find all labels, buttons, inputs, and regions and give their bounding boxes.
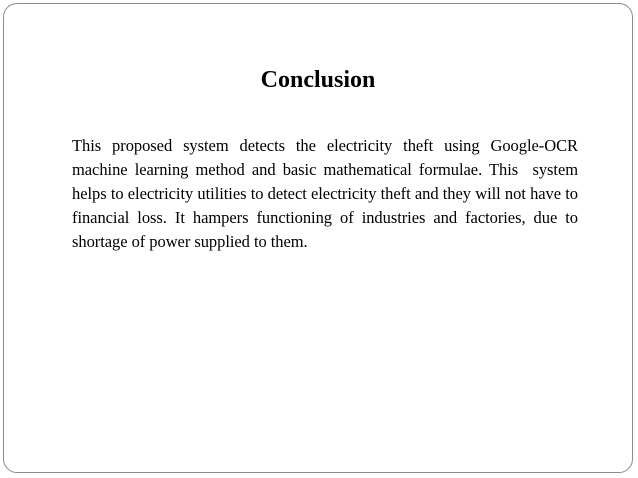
slide-body-text: This proposed system detects the electricity theft using Google-OCR machine learning method and basic mathematical formulae. This system helps to electricity utilities to detect electricity theft and they will not have to financial loss. It hampers functioning of industries and factories, due to shortage of power supplied to them. xyxy=(72,136,583,251)
slide-frame xyxy=(3,3,633,473)
slide-title: Conclusion xyxy=(260,67,376,93)
